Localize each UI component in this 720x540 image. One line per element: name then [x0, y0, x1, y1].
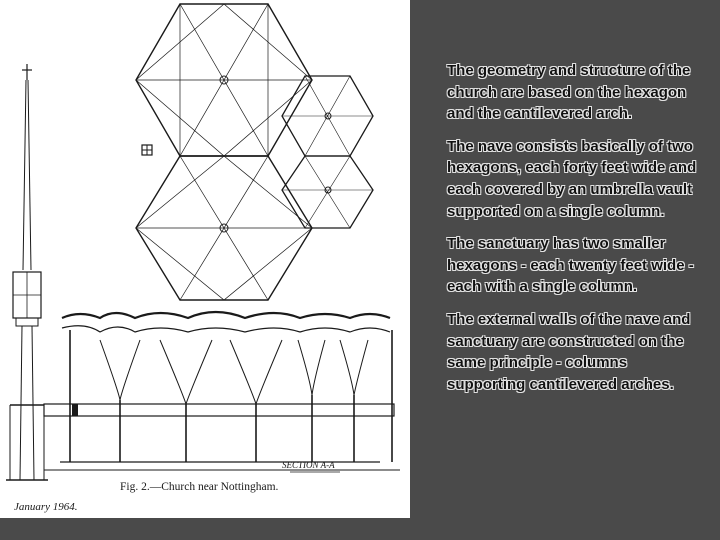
section-elevation [44, 312, 400, 472]
paragraph-sanctuary: The sanctuary has two smaller hexagons - each twenty feet wide - each with a single column. [447, 235, 694, 296]
section-label: SECTION A-A [282, 460, 335, 470]
text-panel [447, 60, 697, 406]
plan-view [136, 4, 373, 300]
paragraph-external-walls: The external walls of the nave and sanctuary are constructed on the same principle - columns supporting cantilevered arches. [447, 310, 691, 393]
paragraph-geometry: The geometry and structure of the church are based on the hexagon and the cantilevered arch. [447, 62, 691, 123]
figure-date: January 1964. [14, 501, 78, 513]
figure-caption: Fig. 2.—Church near Nottingham. [120, 481, 279, 493]
paragraph-nave: The nave consists basically of two hexagons, each forty feet wide and each covered by an umbrella vault supported on a single column. [447, 137, 697, 220]
spire [6, 64, 48, 480]
